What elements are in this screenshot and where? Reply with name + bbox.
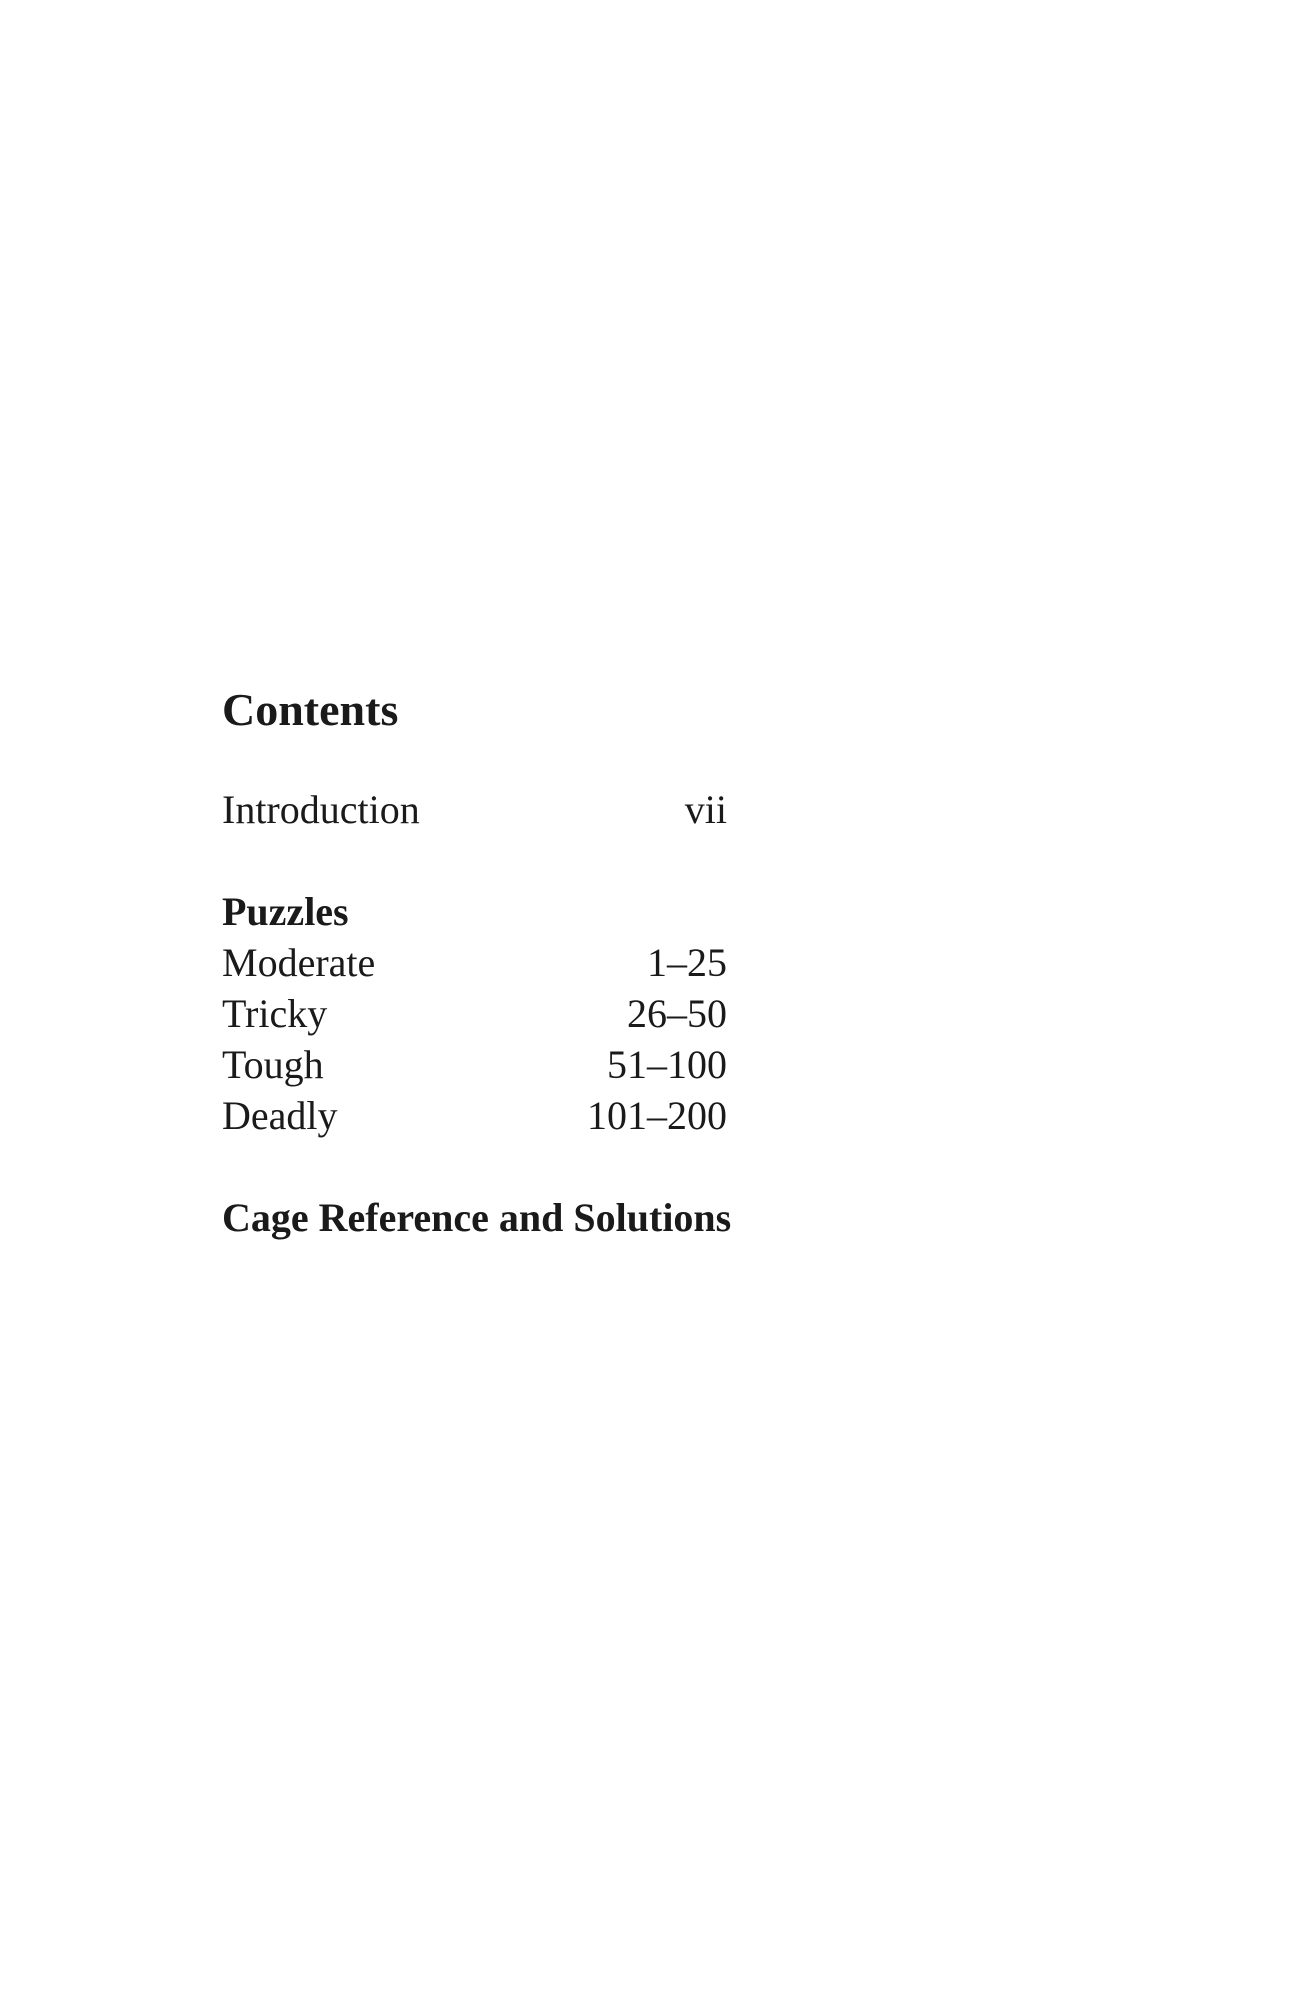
puzzles-section-heading: Puzzles (222, 889, 349, 934)
toc-entry-label: Deadly (222, 1093, 338, 1138)
contents-title: Contents (222, 684, 399, 735)
toc-entry-label: Tricky (222, 991, 328, 1036)
toc-entry-range: 51–100 (607, 1042, 727, 1087)
toc-entry-introduction (222, 784, 727, 835)
cage-reference-heading: Cage Reference and Solutions (222, 1195, 732, 1240)
table-of-contents (222, 680, 742, 1243)
toc-entry-label: Introduction (222, 787, 420, 832)
toc-entry-range: 101–200 (587, 1093, 727, 1138)
toc-entry-range: 26–50 (627, 991, 727, 1036)
toc-entry-deadly (222, 1090, 727, 1141)
toc-entry-range: 1–25 (647, 940, 727, 985)
toc-entry-tricky (222, 988, 727, 1039)
toc-entry-tough (222, 1039, 727, 1090)
toc-entry-page: vii (684, 787, 727, 832)
toc-entry-moderate (222, 937, 727, 988)
toc-entry-label: Moderate (222, 940, 376, 985)
toc-entry-label: Tough (222, 1042, 324, 1087)
